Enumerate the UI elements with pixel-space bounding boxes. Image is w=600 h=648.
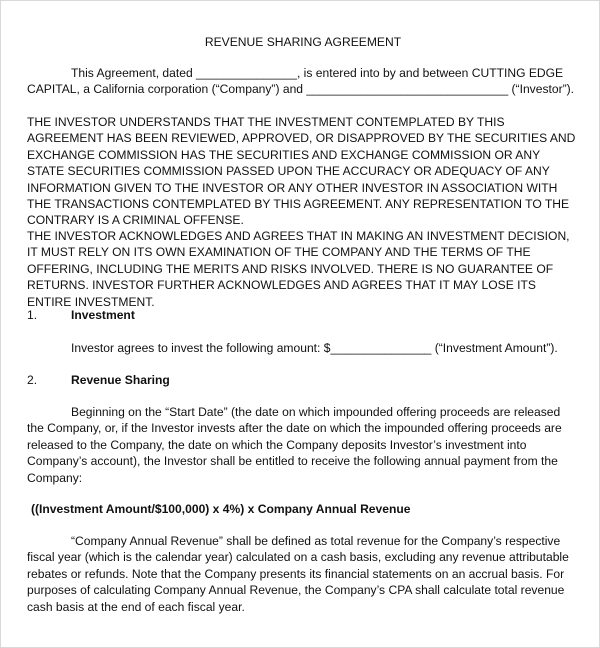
investor-name-blank: ______________________________ bbox=[306, 82, 509, 97]
investment-text-2: (“Investment Amount”). bbox=[431, 341, 558, 355]
investment-text-1: Investor agrees to invest the following amount: $ bbox=[71, 341, 331, 355]
investment-amount-blank: _______________ bbox=[330, 341, 432, 355]
document-title: REVENUE SHARING AGREEMENT bbox=[204, 35, 402, 49]
section-1-heading: Investment bbox=[71, 308, 135, 322]
revenue-sharing-paragraph: Beginning on the “Start Date” (the date on which impounded offering proceeds are released the Company, or, if the Investor invests after the date on which the impounded offering proceeds are released to the Company, the date on which the Company deposits Investor’s investment into Company’s account), the Investor shall be entitled to receive the following annual payment from the Company: bbox=[27, 405, 562, 485]
payment-formula: ((Investment Amount/$100,000) x 4%) x Company Annual Revenue bbox=[31, 502, 411, 516]
intro-text-1: This Agreement, dated bbox=[71, 66, 197, 80]
section-2-heading: Revenue Sharing bbox=[71, 373, 170, 387]
section-1-number: 1. bbox=[27, 308, 38, 322]
intro-text-2: , is entered into by and between CUTTING EDGE CAPITAL, a California corporation (“Company”) and bbox=[27, 66, 564, 97]
intro-paragraph bbox=[27, 65, 579, 98]
date-blank: _______________ bbox=[196, 66, 297, 80]
annual-revenue-definition-paragraph: “Company Annual Revenue” shall be defined as total revenue for the Company’s respective fiscal year (which is the calendar year) calculated on a cash basis, excluding any revenue attributable rebates or refunds. Note that the Company presents its financial statements on an accrual basis. For purposes of calculating Company Annual Revenue, the Company’s CPA shall calculate total revenue cash basis at the end of each fiscal year. bbox=[27, 534, 569, 614]
bottom-fade bbox=[1, 625, 600, 647]
sec-disclaimer-paragraph: THE INVESTOR UNDERSTANDS THAT THE INVESTMENT CONTEMPLATED BY THIS AGREEMENT HAS BEEN REVIEWED, APPROVED, OR DISAPPROVED BY THE SECURITIES AND EXCHANGE COMMISSION HAS THE SECURITIES AND EXCHANGE COMMISSION OR ANY STATE SECURITIES COMMISSION PASSED UPON THE ACCURACY OR ADEQUACY OF ANY INFORMATION GIVEN TO THE INVESTOR OR ANY OTHER INVESTOR IN ASSOCIATION WITH THE TRANSACTIONS CONTEMPLATED BY THIS AGREEMENT. ANY REPRESENTATION TO THE CONTRARY IS A CRIMINAL OFFENSE. bbox=[27, 115, 576, 228]
investment-amount-line bbox=[71, 340, 581, 356]
section-2-number: 2. bbox=[27, 373, 38, 387]
risk-acknowledgement-paragraph: THE INVESTOR ACKNOWLEDGES AND AGREES THAT IN MAKING AN INVESTMENT DECISION, IT MUST RELY ON ITS OWN EXAMINATION OF THE COMPANY AND THE TERMS OF THE OFFERING, INCLUDING THE MERITS AND RISKS INVOLVED. THERE IS NO GUARANTEE OF RETURNS. INVESTOR FURTHER ACKNOWLEDGES AND AGREES THAT IT MAY LOSE ITS ENTIRE INVESTMENT. bbox=[27, 229, 570, 309]
intro-text-3: (“Investor”). bbox=[508, 82, 575, 97]
